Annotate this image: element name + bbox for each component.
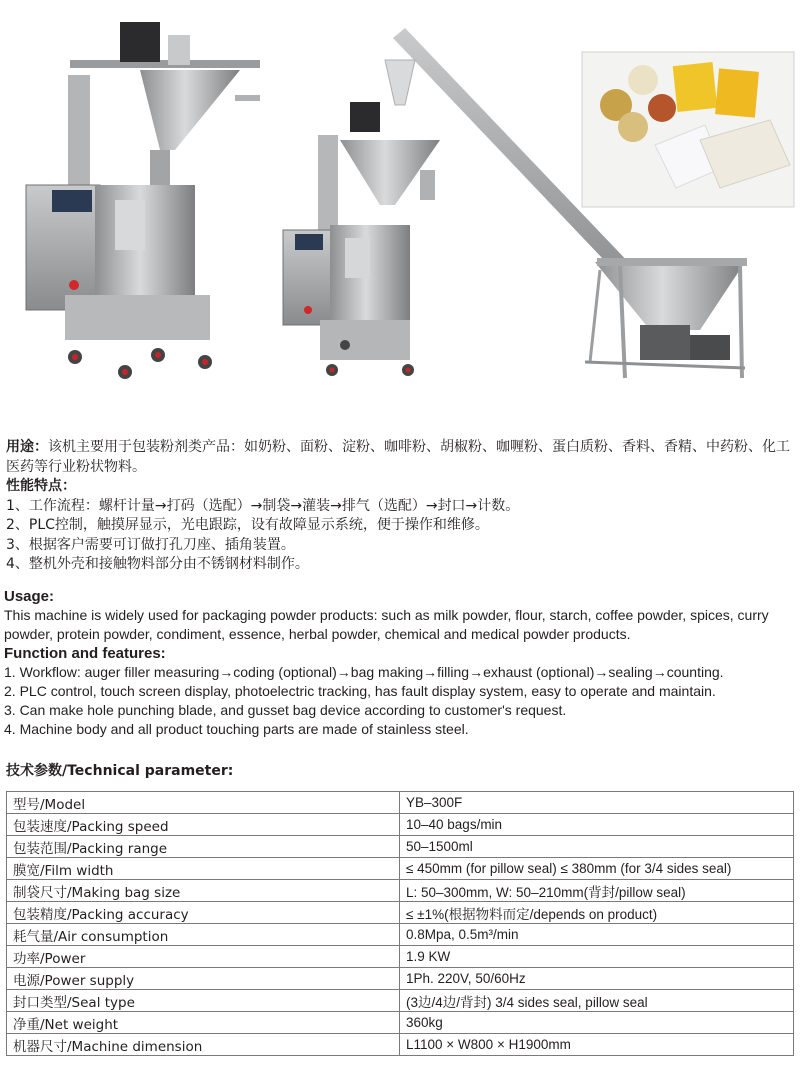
param-value: 50–1500ml [400, 836, 794, 858]
param-value: ≤ ±1%(根据物料而定/depends on product) [400, 902, 794, 924]
table-row [7, 814, 794, 836]
features-en-item: 4. Machine body and all product touching parts are made of stainless steel. [4, 721, 469, 737]
features-cn-label: 性能特点： [6, 478, 76, 494]
table-row [7, 968, 794, 990]
product-photos [0, 0, 800, 400]
params-title: 技术参数/Technical parameter: [6, 763, 234, 779]
table-row [7, 792, 794, 814]
usage-cn-paragraph [6, 438, 796, 477]
usage-cn-label: 用途： [6, 439, 48, 455]
features-cn-item: 2、PLC控制，触摸屏显示，光电跟踪，设有故障显示系统，便于操作和维修。 [6, 517, 489, 533]
features-en-heading: Function and features: [4, 645, 166, 662]
param-value: L: 50–300mm, W: 50–210mm(背封/pillow seal) [400, 880, 794, 902]
table-row [7, 1034, 794, 1056]
table-row [7, 1012, 794, 1034]
param-key: 包装精度/Packing accuracy [7, 902, 400, 924]
param-key: 制袋尺寸/Making bag size [7, 880, 400, 902]
packing-machine-large-photo [26, 22, 260, 379]
param-value: 10–40 bags/min [400, 814, 794, 836]
powder-products-photo [582, 52, 794, 207]
param-key: 封口类型/Seal type [7, 990, 400, 1012]
param-key: 耗气量/Air consumption [7, 924, 400, 946]
features-en-item: 3. Can make hole punching blade, and gusset bag device according to customer's request. [4, 702, 567, 718]
param-value: L1100 × W800 × H1900mm [400, 1034, 794, 1056]
features-cn-item: 4、整机外壳和接触物料部分由不锈钢材料制作。 [6, 556, 309, 572]
params-table [6, 791, 794, 1056]
param-value: 1Ph. 220V, 50/60Hz [400, 968, 794, 990]
table-row [7, 946, 794, 968]
table-row [7, 880, 794, 902]
features-cn-item: 1、工作流程：螺杆计量→打码（选配）→制袋→灌装→排气（选配）→封口→计数。 [6, 497, 520, 514]
param-key: 机器尺寸/Machine dimension [7, 1034, 400, 1056]
features-en-item: 2. PLC control, touch screen display, photoelectric tracking, has fault display system, easy to operate and maintain. [4, 683, 716, 699]
param-value: 1.9 KW [400, 946, 794, 968]
features-cn-item: 3、根据客户需要可订做打孔刀座、插角装置。 [6, 536, 295, 553]
param-value: ≤ 450mm (for pillow seal) ≤ 380mm (for 3/4 sides seal) [400, 858, 794, 880]
param-value: (3边/4边/背封) 3/4 sides seal, pillow seal [400, 990, 794, 1012]
table-row [7, 858, 794, 880]
features-en-item: 1. Workflow: auger filler measuring→coding (optional)→bag making→filling→exhaust (optional)→sealing→counting. [4, 664, 724, 680]
product-photo-svg [0, 0, 800, 400]
param-key: 包装范围/Packing range [7, 836, 400, 858]
param-value: YB–300F [400, 792, 794, 814]
param-key: 包装速度/Packing speed [7, 814, 400, 836]
table-row [7, 902, 794, 924]
param-key: 功率/Power [7, 946, 400, 968]
table-row [7, 924, 794, 946]
usage-en-text: This machine is widely used for packaging powder products: such as milk powder, flour, starch, coffee powder, spices, curry powder, protein powder, condiment, essence, herbal powder, chemical and medical powder products. [4, 607, 769, 642]
table-row [7, 836, 794, 858]
usage-en-heading: Usage: [4, 588, 55, 605]
packing-machine-small-photo [283, 102, 440, 376]
table-row [7, 990, 794, 1012]
usage-cn-text: 该机主要用于包装粉剂类产品：如奶粉、面粉、淀粉、咖啡粉、胡椒粉、咖喱粉、蛋白质粉、香料、香精、中药粉、化工医药等行业粉状物料。 [6, 439, 790, 475]
param-key: 电源/Power supply [7, 968, 400, 990]
param-value: 0.8Mpa, 0.5m³/min [400, 924, 794, 946]
param-key: 型号/Model [7, 792, 400, 814]
param-value: 360kg [400, 1012, 794, 1034]
usage-en-section [4, 587, 796, 644]
param-key: 膜宽/Film width [7, 858, 400, 880]
param-key: 净重/Net weight [7, 1012, 400, 1034]
features-cn-section [6, 477, 796, 575]
features-en-section [4, 644, 796, 739]
